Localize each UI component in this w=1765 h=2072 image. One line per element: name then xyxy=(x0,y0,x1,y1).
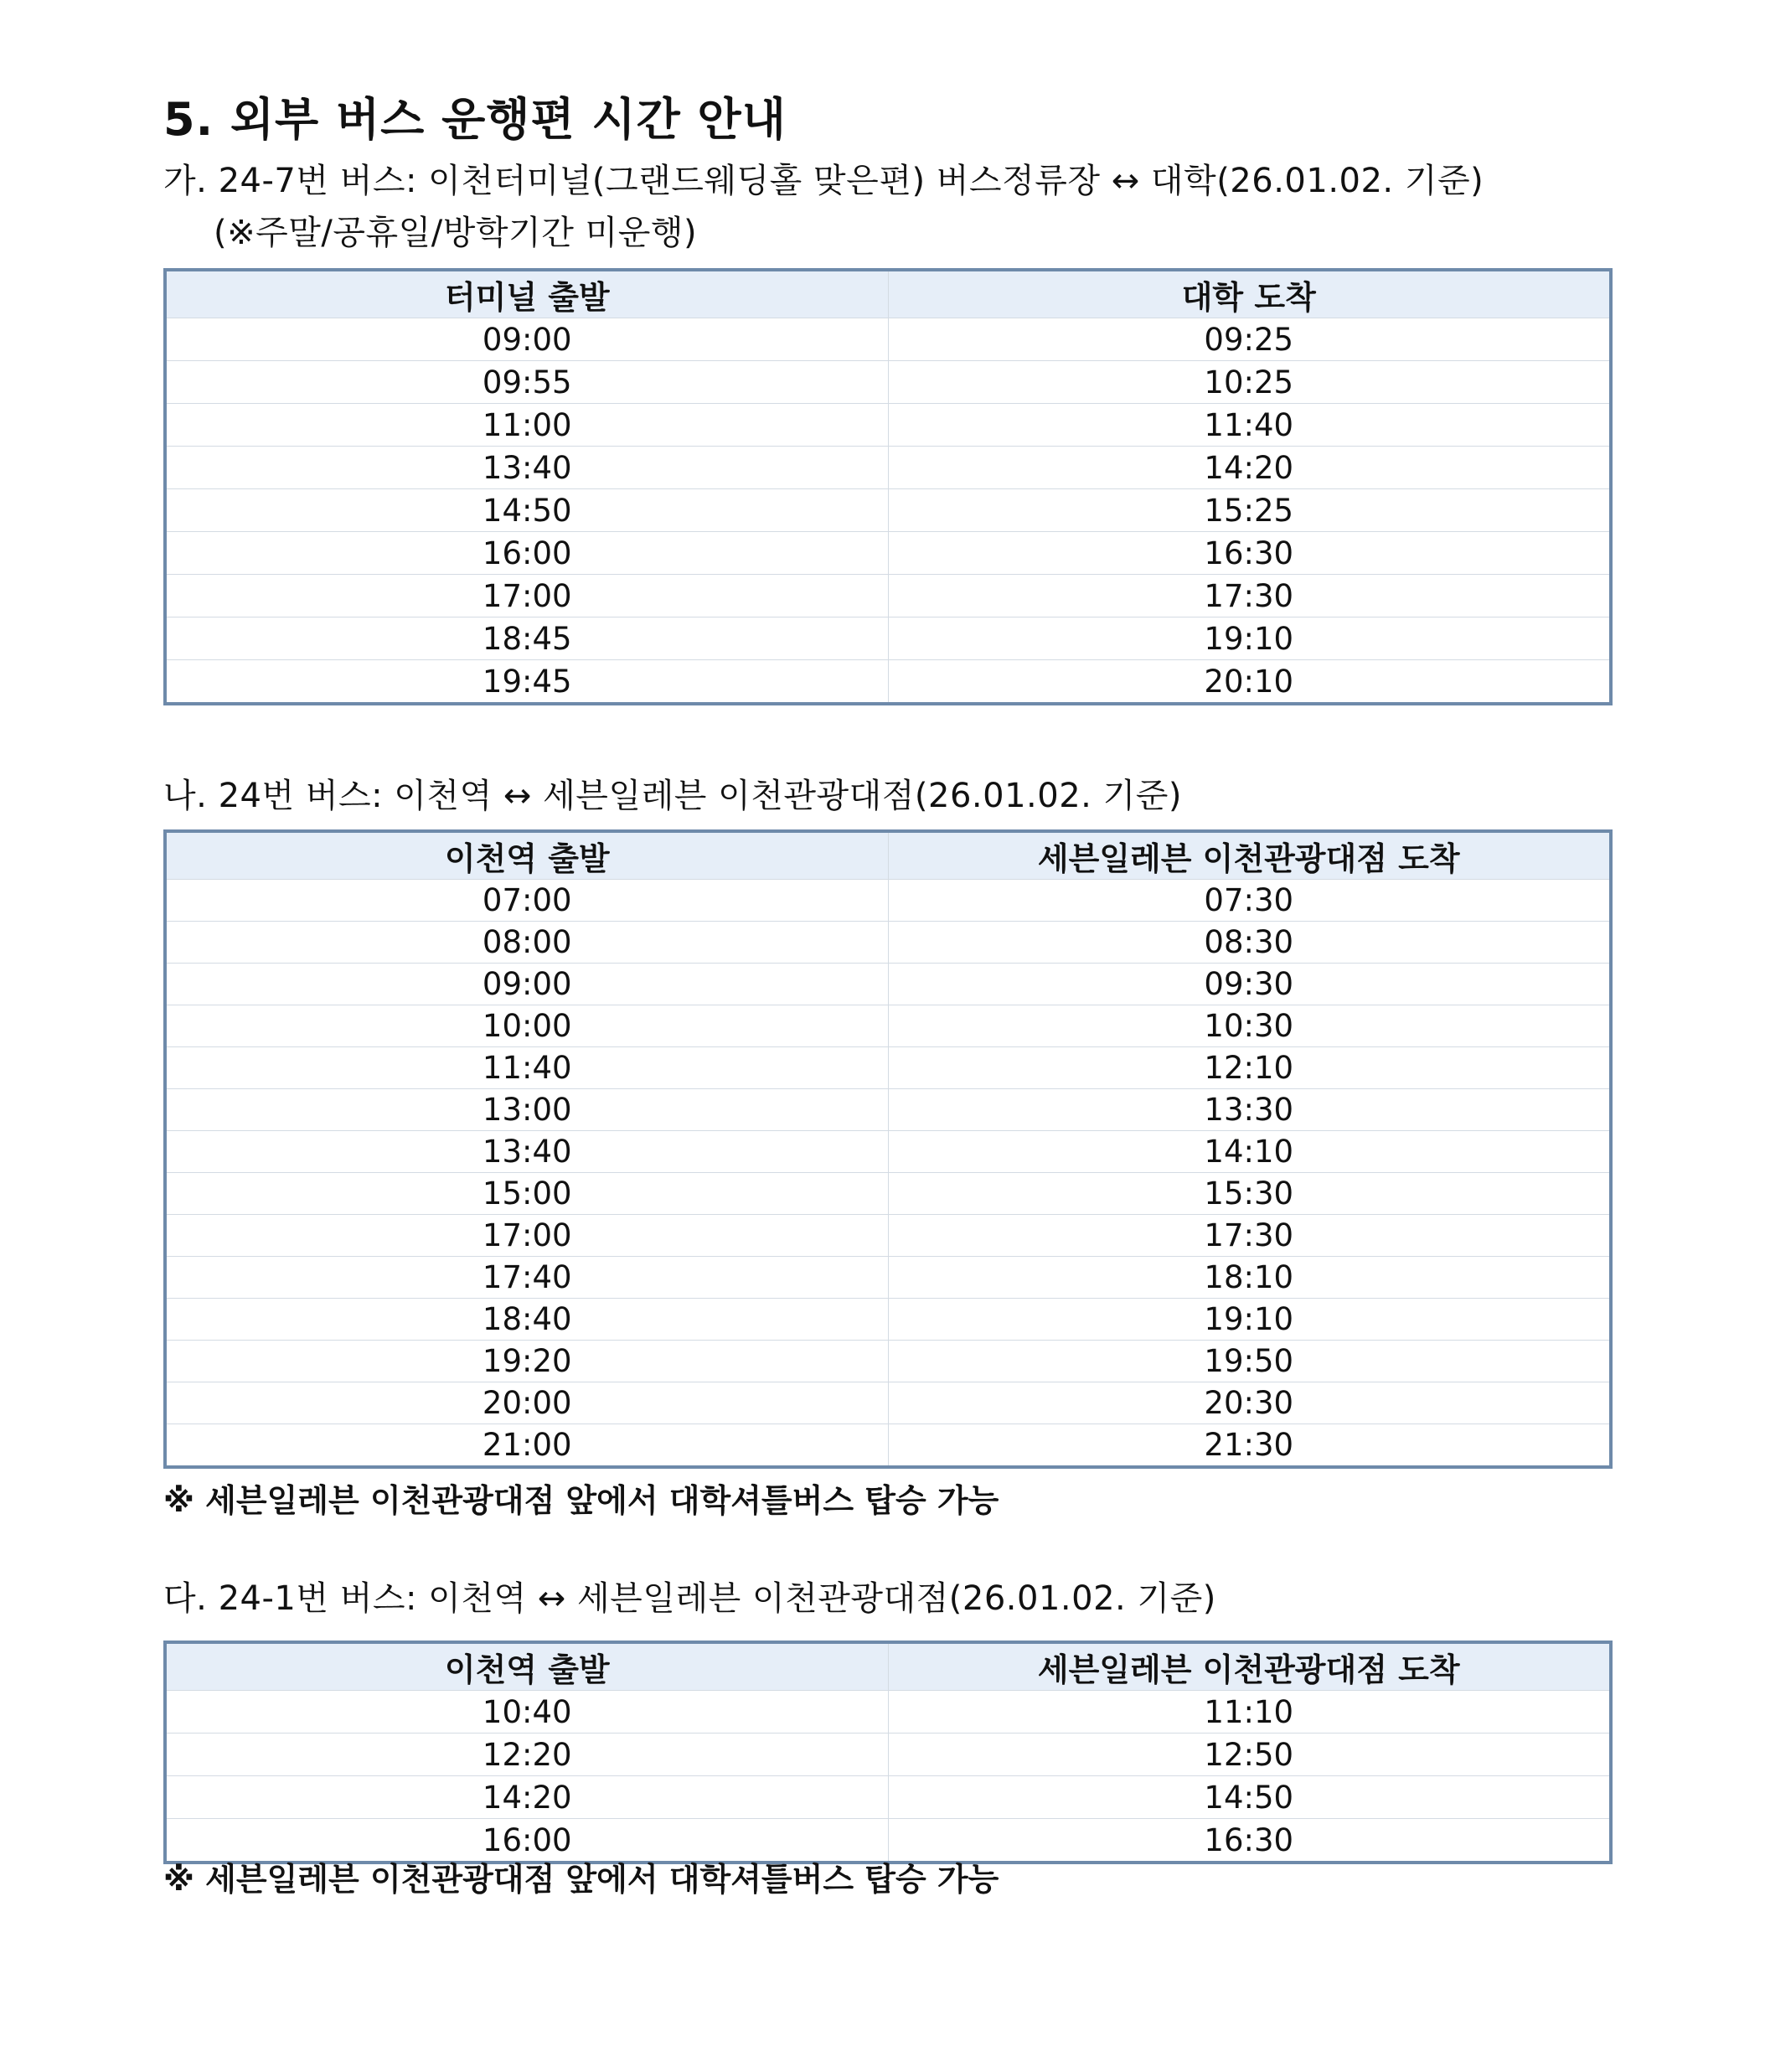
table-row xyxy=(165,1047,1611,1089)
table-row xyxy=(165,1382,1611,1424)
departure-time: 11:40 xyxy=(165,1047,888,1089)
departure-time: 09:00 xyxy=(165,964,888,1005)
departure-time: 17:40 xyxy=(165,1257,888,1299)
arrival-time: 11:40 xyxy=(888,404,1611,447)
arrival-time: 12:50 xyxy=(888,1734,1611,1776)
table-row xyxy=(165,1005,1611,1047)
shuttle-note-bus-24-1: ※ 세븐일레븐 이천관광대점 앞에서 대학셔틀버스 탑승 가능 xyxy=(163,1861,999,1898)
arrival-time: 20:30 xyxy=(888,1382,1611,1424)
arrival-time: 11:10 xyxy=(888,1691,1611,1734)
arrival-time: 13:30 xyxy=(888,1089,1611,1131)
arrival-time: 16:30 xyxy=(888,532,1611,575)
table-row xyxy=(165,922,1611,964)
table-row xyxy=(165,1424,1611,1468)
heading-bus-24-1: 다. 24-1번 버스: 이천역 ↔ 세븐일레븐 이천관광대점(26.01.02. 기준) xyxy=(163,1579,1216,1618)
table-row xyxy=(165,1341,1611,1382)
arrival-time: 12:10 xyxy=(888,1047,1611,1089)
departure-time: 19:20 xyxy=(165,1341,888,1382)
departure-time: 11:00 xyxy=(165,404,888,447)
table-row xyxy=(165,660,1611,705)
departure-time: 20:00 xyxy=(165,1382,888,1424)
departure-time: 17:00 xyxy=(165,1215,888,1257)
arrival-time: 19:10 xyxy=(888,1299,1611,1341)
timetable-bus-24-1 xyxy=(163,1641,1613,1864)
departure-time: 14:20 xyxy=(165,1776,888,1819)
departure-time: 07:00 xyxy=(165,880,888,922)
departure-time: 18:45 xyxy=(165,617,888,660)
table-row xyxy=(165,1131,1611,1173)
departure-column-header: 이천역 출발 xyxy=(165,831,888,880)
shuttle-note-bus-24: ※ 세븐일레븐 이천관광대점 앞에서 대학셔틀버스 탑승 가능 xyxy=(163,1482,999,1519)
table-row xyxy=(165,1215,1611,1257)
arrival-time: 15:30 xyxy=(888,1173,1611,1215)
departure-time: 10:00 xyxy=(165,1005,888,1047)
arrival-time: 17:30 xyxy=(888,1215,1611,1257)
departure-time: 19:45 xyxy=(165,660,888,705)
table-row xyxy=(165,1691,1611,1734)
departure-time: 13:40 xyxy=(165,1131,888,1173)
arrival-time: 10:30 xyxy=(888,1005,1611,1047)
arrival-time: 20:10 xyxy=(888,660,1611,705)
table-row xyxy=(165,575,1611,617)
departure-time: 13:40 xyxy=(165,447,888,489)
arrival-time: 14:10 xyxy=(888,1131,1611,1173)
departure-time: 21:00 xyxy=(165,1424,888,1468)
arrival-column-header: 세븐일레븐 이천관광대점 도착 xyxy=(888,831,1611,880)
table-row xyxy=(165,1776,1611,1819)
departure-time: 17:00 xyxy=(165,575,888,617)
departure-time: 16:00 xyxy=(165,1819,888,1863)
departure-column-header: 이천역 출발 xyxy=(165,1642,888,1691)
heading-bus-24: 나. 24번 버스: 이천역 ↔ 세븐일레븐 이천관광대점(26.01.02. 기준) xyxy=(163,777,1182,815)
arrival-time: 15:25 xyxy=(888,489,1611,532)
table-row xyxy=(165,880,1611,922)
table-row xyxy=(165,447,1611,489)
arrival-column-header: 대학 도착 xyxy=(888,270,1611,318)
departure-time: 14:50 xyxy=(165,489,888,532)
arrival-time: 19:50 xyxy=(888,1341,1611,1382)
departure-time: 18:40 xyxy=(165,1299,888,1341)
arrival-time: 10:25 xyxy=(888,361,1611,404)
arrival-time: 14:20 xyxy=(888,447,1611,489)
arrival-time: 18:10 xyxy=(888,1257,1611,1299)
arrival-time: 21:30 xyxy=(888,1424,1611,1468)
table-row xyxy=(165,489,1611,532)
table-row xyxy=(165,1734,1611,1776)
table-row xyxy=(165,318,1611,361)
header-row xyxy=(165,270,1611,318)
departure-column-header: 터미널 출발 xyxy=(165,270,888,318)
table-row xyxy=(165,361,1611,404)
departure-time: 12:20 xyxy=(165,1734,888,1776)
arrival-time: 14:50 xyxy=(888,1776,1611,1819)
arrival-time: 19:10 xyxy=(888,617,1611,660)
table-row xyxy=(165,1299,1611,1341)
arrival-time: 09:25 xyxy=(888,318,1611,361)
timetable-bus-24 xyxy=(163,829,1613,1469)
arrival-time: 09:30 xyxy=(888,964,1611,1005)
departure-time: 09:55 xyxy=(165,361,888,404)
departure-time: 09:00 xyxy=(165,318,888,361)
departure-time: 10:40 xyxy=(165,1691,888,1734)
table-row xyxy=(165,404,1611,447)
arrival-time: 08:30 xyxy=(888,922,1611,964)
operation-notice: (※주말/공휴일/방학기간 미운행) xyxy=(214,214,698,252)
header-row xyxy=(165,1642,1611,1691)
arrival-column-header: 세븐일레븐 이천관광대점 도착 xyxy=(888,1642,1611,1691)
departure-time: 13:00 xyxy=(165,1089,888,1131)
table-row xyxy=(165,1257,1611,1299)
section-title: 5. 외부 버스 운행편 시간 안내 xyxy=(163,93,787,146)
table-row xyxy=(165,1173,1611,1215)
timetable-bus-24-7 xyxy=(163,268,1613,705)
heading-bus-24-7: 가. 24-7번 버스: 이천터미널(그랜드웨딩홀 맞은편) 버스정류장 ↔ 대학(26.01.02. 기준) xyxy=(163,162,1484,200)
arrival-time: 07:30 xyxy=(888,880,1611,922)
table-row xyxy=(165,617,1611,660)
table-row xyxy=(165,964,1611,1005)
arrival-time: 17:30 xyxy=(888,575,1611,617)
arrival-time: 16:30 xyxy=(888,1819,1611,1863)
departure-time: 16:00 xyxy=(165,532,888,575)
table-row xyxy=(165,532,1611,575)
departure-time: 08:00 xyxy=(165,922,888,964)
header-row xyxy=(165,831,1611,880)
table-row xyxy=(165,1089,1611,1131)
departure-time: 15:00 xyxy=(165,1173,888,1215)
